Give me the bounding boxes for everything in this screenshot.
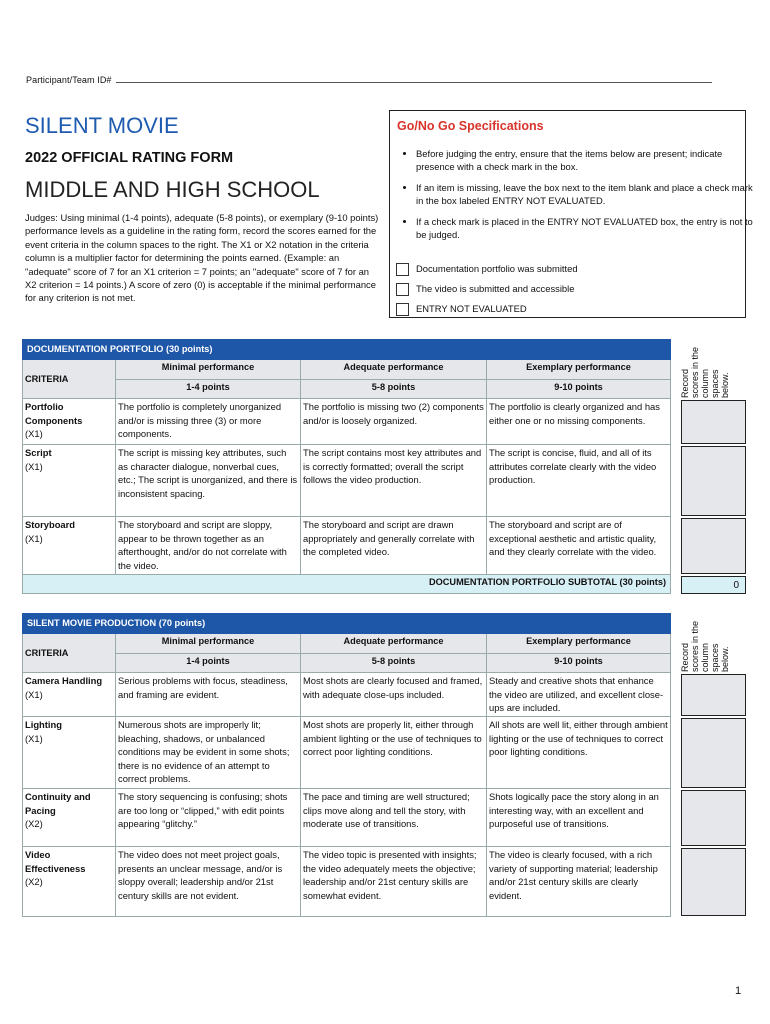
minimal-desc: The video does not meet project goals, presents an unclear message, and/or is sloppy overall; leadership and/or 21st century skills are not evident. — [116, 847, 301, 917]
table-row — [23, 847, 671, 917]
table-row — [23, 673, 671, 717]
criteria-header: CRITERIA — [23, 360, 116, 399]
criterion-cell — [23, 399, 116, 445]
participant-id-label: Participant/Team ID# — [26, 75, 112, 85]
criterion-cell — [23, 717, 116, 789]
score-box-camera-handling[interactable] — [681, 674, 746, 716]
criterion-multiplier: (X2) — [25, 818, 43, 830]
criterion-name: Camera Handling — [25, 675, 103, 687]
page-number: 1 — [735, 985, 742, 997]
checkbox-not-evaluated-label: ENTRY NOT EVALUATED — [416, 303, 527, 314]
adequate-desc: The video topic is presented with insights; the video adequately meets the objective; leadership and/or 21st century skills are somewhat evident. — [301, 847, 487, 917]
adequate-desc: Most shots are properly lit, either through ambient lighting or the use of techniques to correct poor lighting conditions. — [301, 717, 487, 789]
bullet-item: • If a check mark is placed in the ENTRY NOT EVALUATED box, the entry is not to be judged. — [416, 215, 756, 241]
adequate-desc: The script contains most key attributes and is correctly formatted; overall the script follows the video production. — [301, 445, 487, 517]
criterion-cell — [23, 517, 116, 575]
criterion-name: Script — [25, 447, 52, 459]
minimal-desc: Serious problems with focus, steadiness, and framing are evident. — [116, 673, 301, 717]
exemplary-desc: The video is clearly focused, with a rich variety of supporting material; leadership and/or 21st century skills are clearly evident. — [487, 847, 671, 917]
participant-id-field[interactable] — [26, 74, 712, 85]
minimal-header: Minimal performance — [116, 360, 301, 380]
table-row — [23, 445, 671, 517]
adequate-header: Adequate performance — [301, 360, 487, 380]
adequate-desc: The storyboard and script are drawn appropriately and generally correlate with the completed video. — [301, 517, 487, 575]
section-title: DOCUMENTATION PORTFOLIO (30 points) — [23, 340, 671, 360]
exemplary-header: Exemplary performance — [487, 360, 671, 380]
exemplary-points: 9-10 points — [487, 380, 671, 399]
exemplary-desc: The storyboard and script are of exceptional aesthetic and artistic quality, and they clearly correlate with the video. — [487, 517, 671, 575]
minimal-header: Minimal performance — [116, 634, 301, 654]
table-row — [23, 717, 671, 789]
table-row — [23, 517, 671, 575]
section-title: SILENT MOVIE PRODUCTION (70 points) — [23, 614, 671, 634]
minimal-desc: The storyboard and script are sloppy, appear to be thrown together as an afterthought, and/or do not correlate with the video. — [116, 517, 301, 575]
documentation-subtotal-value: 0 — [681, 576, 746, 594]
score-box-lighting[interactable] — [681, 718, 746, 788]
record-scores-note: Record scores in the column spaces below. — [680, 620, 730, 672]
minimal-desc: Numerous shots are improperly lit; bleaching, shadows, or unbalanced conditions may be evident in some shots; there is no evidence of an attempt to correct problems. — [116, 717, 301, 789]
minimal-points: 1-4 points — [116, 380, 301, 399]
adequate-points: 5-8 points — [301, 380, 487, 399]
table-row — [23, 789, 671, 847]
judges-instructions: Judges: Using minimal (1-4 points), adequate (5-8 points), or exemplary (9-10 points) performance levels as a guideline in the rating form, record the scores earned for the event criteria in the column spaces to the right. The X1 or X2 notation in the criteria column is a multiplier factor for determining the points earned. (Example: an "adequate" score of 7 for an X1 criterion = 7 points; an "adequate" score of 7 for an X2 criterion = 14 points.) A score of zero (0) is acceptable if the minimal performance for any criterion is not met. — [25, 212, 379, 304]
adequate-desc: Most shots are clearly focused and framed, with adequate close-ups included. — [301, 673, 487, 717]
exemplary-desc: Steady and creative shots that enhance the video are utilized, and excellent close-ups are included. — [487, 673, 671, 717]
exemplary-points: 9-10 points — [487, 654, 671, 673]
go-no-go-bullets — [394, 147, 756, 249]
criterion-cell — [23, 789, 116, 847]
criterion-name: Lighting — [25, 719, 62, 731]
checkbox-portfolio[interactable] — [396, 263, 409, 276]
minimal-desc: The portfolio is completely unorganized and/or is missing three (3) or more components. — [116, 399, 301, 445]
go-no-go-title: Go/No Go Specifications — [397, 119, 544, 133]
score-box-continuity[interactable] — [681, 790, 746, 846]
school-level: MIDDLE AND HIGH SCHOOL — [25, 177, 320, 202]
minimal-points: 1-4 points — [116, 654, 301, 673]
criterion-cell — [23, 847, 116, 917]
production-table — [22, 613, 671, 917]
form-subtitle: 2022 OFFICIAL RATING FORM — [25, 150, 234, 166]
checkbox-portfolio-label: Documentation portfolio was submitted — [416, 263, 578, 274]
minimal-desc: The story sequencing is confusing; shots are too long or “clipped,” with edit points appearing “glitchy.” — [116, 789, 301, 847]
table-row — [23, 399, 671, 445]
minimal-desc: The script is missing key attributes, such as character dialogue, nonverbal cues, etc.; The script is unorganized, and there is inconsistent spacing. — [116, 445, 301, 517]
adequate-desc: The portfolio is missing two (2) components and/or is loosely organized. — [301, 399, 487, 445]
bullet-item: • If an item is missing, leave the box next to the item blank and place a check mark in the box labeled ENTRY NOT EVALUATED. — [416, 181, 756, 207]
adequate-header: Adequate performance — [301, 634, 487, 654]
documentation-portfolio-table — [22, 339, 671, 594]
exemplary-desc: All shots are well lit, either through ambient lighting or the use of techniques to correct poor lighting conditions. — [487, 717, 671, 789]
record-scores-note: Record scores in the column spaces below. — [680, 346, 730, 398]
criterion-name: Continuity and Pacing — [25, 791, 91, 816]
score-box-script[interactable] — [681, 446, 746, 516]
exemplary-header: Exemplary performance — [487, 634, 671, 654]
criterion-multiplier: (X1) — [25, 460, 43, 472]
go-no-go-box — [389, 110, 753, 318]
subtotal-label: DOCUMENTATION PORTFOLIO SUBTOTAL (30 points) — [23, 575, 671, 594]
participant-id-line — [116, 74, 712, 83]
checkbox-video[interactable] — [396, 283, 409, 296]
criteria-header: CRITERIA — [23, 634, 116, 673]
exemplary-desc: Shots logically pace the story along in an interesting way, with an excellent and purposeful use of transitions. — [487, 789, 671, 847]
bullet-item: • Before judging the entry, ensure that the items below are present; indicate presence with a check mark in the box. — [416, 147, 756, 173]
criterion-multiplier: (X1) — [25, 532, 43, 544]
criterion-name: Storyboard — [25, 519, 76, 531]
criterion-name: Video Effectiveness — [25, 849, 86, 874]
checkbox-video-label: The video is submitted and accessible — [416, 283, 575, 294]
adequate-desc: The pace and timing are well structured; clips move along and tell the story, with moderate use of transitions. — [301, 789, 487, 847]
exemplary-desc: The script is concise, fluid, and all of its attributes correlate clearly with the video production. — [487, 445, 671, 517]
score-box-portfolio[interactable] — [681, 400, 746, 444]
score-box-video-effectiveness[interactable] — [681, 848, 746, 916]
score-box-storyboard[interactable] — [681, 518, 746, 574]
criterion-multiplier: (X1) — [25, 732, 43, 744]
exemplary-desc: The portfolio is clearly organized and has either one or no missing components. — [487, 399, 671, 445]
criterion-multiplier: (X1) — [25, 688, 43, 700]
criterion-name: Portfolio Components — [25, 401, 83, 426]
criterion-multiplier: (X1) — [25, 428, 43, 440]
criterion-multiplier: (X2) — [25, 876, 43, 888]
adequate-points: 5-8 points — [301, 654, 487, 673]
checkbox-not-evaluated[interactable] — [396, 303, 409, 316]
page-title: SILENT MOVIE — [25, 113, 179, 138]
criterion-cell — [23, 445, 116, 517]
criterion-cell — [23, 673, 116, 717]
